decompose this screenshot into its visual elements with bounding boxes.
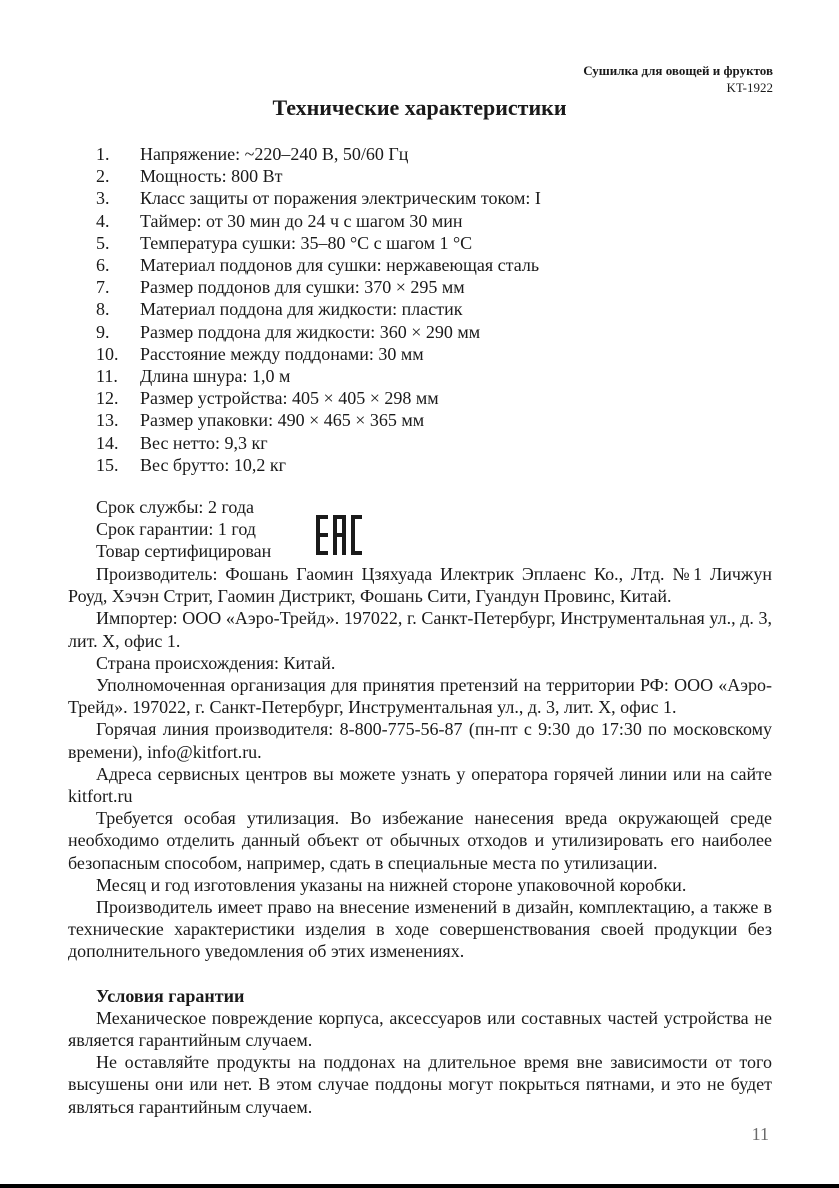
service-life: Срок службы: 2 года [96,497,255,517]
spec-list [96,143,541,476]
spec-number: 11. [96,366,118,387]
spec-text: Размер устройства: 405 × 405 × 298 мм [140,388,439,409]
document-body [68,563,772,1118]
spec-text: Температура сушки: 35–80 °С с шагом 1 °С [140,232,473,253]
spec-number: 7. [96,277,110,298]
warranty-paragraph: Не оставляйте продукты на поддонах на длительное время вне зависимости от того высушены они или нет. В этом случае поддоны могут покрыться пятнами, и это не будет являться гарантийным случаем. [68,1052,772,1117]
spec-text: Вес нетто: 9,3 кг [140,432,268,453]
spec-item [96,232,541,254]
spec-text: Размер упаковки: 490 × 465 × 365 мм [140,410,425,431]
spec-text: Напряжение: ~220–240 В, 50/60 Гц [140,144,409,164]
spec-item [96,387,541,409]
certification-block [96,496,271,563]
spec-number: 6. [96,255,110,276]
spec-item [96,254,541,276]
spec-text: Материал поддонов для сушки: нержавеющая сталь [140,255,540,276]
spec-item [96,165,541,187]
spec-number: 14. [96,432,119,453]
page-title: Технические характеристики [272,95,567,120]
header-model: KT-1922 [726,80,773,95]
importer-text: Импортер: ООО «Аэро-Трейд». 197022, г. Санкт-Петербург, Инструментальная ул., д. 3, лит. Х, офис 1. [68,608,772,651]
spec-item [96,365,541,387]
hotline-text: Горячая линия производителя: 8-800-775-56-87 (пн-пт с 9:30 до 17:30 по московскому времени), info@kitfort.ru. [68,719,772,762]
manufacture-date-text: Месяц и год изготовления указаны на нижней стороне упаковочной коробки. [96,874,687,895]
spec-text: Материал поддона для жидкости: пластик [140,299,463,320]
spec-number: 9. [96,321,110,342]
spec-text: Таймер: от 30 мин до 24 ч с шагом 30 мин [140,210,463,231]
spec-number: 3. [96,188,110,209]
eac-mark-icon [316,515,362,555]
spec-number: 10. [96,343,119,364]
spec-item [96,298,541,320]
spec-number: 15. [96,454,119,475]
spec-item [96,409,541,431]
spec-text: Размер поддона для жидкости: 360 × 290 мм [140,321,481,342]
header-product-name: Сушилка для овощей и фруктов [583,63,773,78]
spec-text: Длина шнура: 1,0 м [140,366,291,387]
authorized-org-text: Уполномоченная организация для принятия претензий на территории РФ: ООО «Аэро-Трейд». 197022, г. Санкт-Петербург, Инструментальная ул., д. 3, лит. Х, офис 1. [68,675,772,718]
spec-text: Расстояние между поддонами: 30 мм [140,343,424,364]
spec-item [96,321,541,343]
spec-item [96,454,541,476]
spec-text: Мощность: 800 Вт [140,166,283,187]
spec-number: 13. [96,410,119,431]
spec-item [96,432,541,454]
warranty-period: Срок гарантии: 1 год [96,519,256,540]
spec-text: Класс защиты от поражения электрическим током: I [140,188,541,209]
spec-item [96,143,541,165]
origin-text: Страна происхождения: Китай. [96,652,336,673]
spec-number: 4. [96,210,110,231]
changes-text: Производитель имеет право на внесение изменений в дизайн, комплектацию, а также в технические характеристики изделия в ходе совершенствования своей продукции без дополнительного уведомления об этих изменениях. [68,897,772,962]
service-centers-text: Адреса сервисных центров вы можете узнать у оператора горячей линии или на сайте kitfort.ru [68,763,772,807]
spec-item [96,210,541,232]
bottom-rule [0,1184,839,1188]
spec-number: 8. [96,299,110,320]
warranty-paragraph: Механическое повреждение корпуса, аксессуаров или составных частей устройства не является гарантийным случаем. [68,1007,772,1051]
spec-item [96,276,541,298]
certified-notice: Товар сертифицирован [96,541,272,562]
manufacturer-text: Производитель: Фошань Гаомин Цзяхуада Илектрик Эплаенс Ко., Лтд. №1 Личжун Роуд, Хэчэн Стрит, Гаомин Дистрикт, Фошань Сити, Гуандун Провинс, Китай. [68,564,772,607]
spec-item [96,187,541,209]
disposal-text: Требуется особая утилизация. Во избежание нанесения вреда окружающей среде необходимо отделить данный объект от обычных отходов и утилизировать его наиболее безопасным способом, например, сдать в специальные места по утилизации. [68,808,772,873]
spec-number: 5. [96,232,110,253]
spec-text: Вес брутто: 10,2 кг [140,454,286,475]
page-number: 11 [751,1124,769,1144]
warranty-heading: Условия гарантии [96,985,245,1006]
spec-number: 1. [96,144,110,164]
spec-text: Размер поддонов для сушки: 370 × 295 мм [140,277,465,298]
spec-number: 12. [96,388,119,409]
spec-item [96,343,541,365]
spec-number: 2. [96,166,110,187]
